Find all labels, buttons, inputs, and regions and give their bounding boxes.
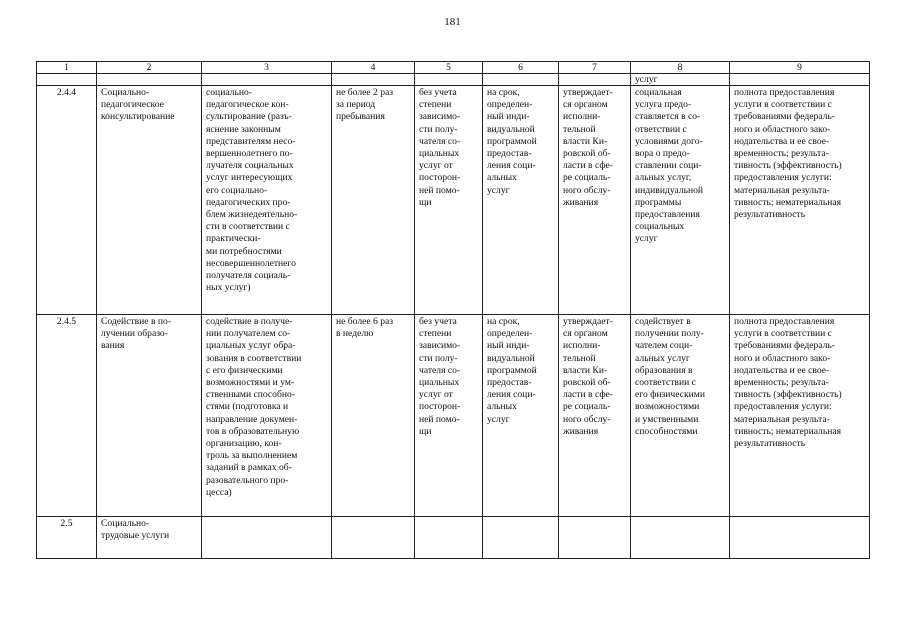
- cell-line: услуги в соответствии с: [734, 99, 832, 111]
- table-cell: [559, 74, 631, 86]
- service-name-cell: [97, 315, 202, 517]
- cell-line: сультирование (разъ-: [206, 111, 292, 123]
- cell-line: заданий в рамках об-: [206, 462, 292, 474]
- cell-line: зависимо-: [419, 111, 461, 123]
- cell-line: не более 6 раз: [336, 316, 394, 327]
- cell-line: услуг интересующих: [206, 172, 293, 184]
- cell-line: ми потребностями: [206, 245, 282, 257]
- cell-line: организацию, кон-: [206, 438, 282, 450]
- cell-line: 2.4.5: [56, 316, 77, 327]
- column-header: 4: [332, 62, 415, 74]
- column-number-row: [37, 62, 870, 74]
- cell-line: ровской об-: [563, 377, 611, 389]
- cell-line: в неделю: [336, 328, 374, 340]
- service-conditions-cell: [631, 315, 730, 517]
- cell-line: условиями дого-: [635, 135, 703, 147]
- cell-line: пребывания: [336, 111, 385, 123]
- service-description-cell: [202, 86, 332, 315]
- cell-line: власти Ки-: [563, 135, 608, 147]
- cell-line: ного и областного зако-: [734, 123, 831, 135]
- cell-line: получении полу-: [635, 328, 704, 340]
- cell-line: на срок,: [487, 316, 520, 327]
- cell-line: не более 2 раз: [336, 87, 394, 98]
- cell-line: блем жизнедеятельно-: [206, 209, 298, 221]
- cell-line: определен-: [487, 99, 533, 111]
- cell-line: получателя социаль-: [206, 270, 291, 282]
- cell-line: зования в соответствии: [206, 352, 302, 364]
- cell-line: утверждает-: [563, 316, 613, 327]
- cell-line: услуг: [487, 184, 510, 196]
- cell-line: временность; результа-: [734, 148, 829, 160]
- quality-indicators-cell: [730, 315, 870, 517]
- cell-line: цесса): [206, 486, 232, 498]
- item-number-cell: [37, 86, 97, 315]
- cell-line: яснение законным: [206, 123, 281, 135]
- cell-line: его социально-: [206, 184, 268, 196]
- cell-line: ставляется в со-: [635, 111, 701, 123]
- cell-line: результативность: [734, 438, 806, 450]
- cell-line: практически-: [206, 233, 261, 245]
- column-header: 9: [730, 62, 870, 74]
- table-cell: [483, 74, 559, 86]
- cell-line: нии получателем со-: [206, 328, 291, 340]
- cell-line: тельной: [563, 123, 596, 135]
- cell-line: предостав-: [487, 148, 532, 160]
- cell-line: ласти в сфе-: [563, 389, 614, 401]
- cell-line: степени: [419, 99, 452, 111]
- cell-line: альных: [487, 401, 517, 413]
- table-row: [37, 86, 870, 315]
- cell-line: исполни-: [563, 340, 601, 352]
- cell-line: консультирование: [101, 111, 175, 123]
- cell-line: посторон-: [419, 172, 461, 184]
- cell-line: нодательства и ее свое-: [734, 364, 830, 376]
- cell-line: вершеннолетнего по-: [206, 148, 293, 160]
- cell-line: с его физическими: [206, 364, 283, 376]
- cell-line: программы: [635, 196, 682, 208]
- service-rows: [37, 86, 870, 559]
- cell-line: тивность (эффективность): [734, 389, 842, 401]
- service-volume-cell: [332, 517, 415, 559]
- cell-line: ственными способно-: [206, 389, 295, 401]
- cell-line: чателем соци-: [635, 340, 693, 352]
- cell-line: чателя со-: [419, 135, 461, 147]
- cell-line: полнота предоставления: [734, 316, 835, 327]
- cell-line: вора о предо-: [635, 148, 690, 160]
- column-header: 2: [97, 62, 202, 74]
- cell-line: услуг от: [419, 160, 453, 172]
- cell-line: предоставления: [635, 209, 700, 221]
- dependency-condition-cell: [415, 315, 483, 517]
- cell-line: Содействие в по-: [101, 316, 172, 327]
- table-row: [37, 315, 870, 517]
- service-name-cell: [97, 86, 202, 315]
- cell-line: программой: [487, 135, 537, 147]
- service-term-cell: [483, 315, 559, 517]
- cell-line: предоставления услуги:: [734, 401, 832, 413]
- cell-line: ного обслу-: [563, 184, 611, 196]
- cell-line: лучателя социальных: [206, 160, 294, 172]
- item-number-cell: [37, 517, 97, 559]
- cell-line: представителям несо-: [206, 135, 296, 147]
- table-cell: [37, 74, 97, 86]
- cell-line: исполни-: [563, 111, 601, 123]
- cell-line: полнота предоставления: [734, 87, 835, 98]
- cell-line: ный инди-: [487, 111, 530, 123]
- cell-line: возможностями и ум-: [206, 377, 295, 389]
- cell-line: требованиями федераль-: [734, 340, 835, 352]
- quality-indicators-cell: [730, 517, 870, 559]
- cell-line: материальная результа-: [734, 413, 830, 425]
- cell-line: власти Ки-: [563, 364, 608, 376]
- table-cell: [415, 74, 483, 86]
- cell-line: тивность; нематериальная: [734, 196, 842, 208]
- cell-line: альных услуг,: [635, 172, 692, 184]
- cell-line: посторон-: [419, 401, 461, 413]
- cell-line: чателя со-: [419, 364, 461, 376]
- cell-line: ровской об-: [563, 148, 611, 160]
- cell-line: временность; результа-: [734, 377, 829, 389]
- cell-line: ления соци-: [487, 160, 536, 172]
- cell-line: стями (подготовка и: [206, 401, 289, 413]
- cell-line: тов в образовательную: [206, 425, 300, 437]
- table-cell: [332, 74, 415, 86]
- service-conditions-cell: [631, 517, 730, 559]
- cell-line: лучении образо-: [101, 328, 168, 340]
- cell-line: альных: [487, 172, 517, 184]
- cell-line: ней помо-: [419, 413, 460, 425]
- cell-line: социально-: [206, 87, 252, 98]
- cell-line: альных услуг: [635, 352, 690, 364]
- cell-line: услуг: [635, 233, 658, 245]
- cell-line: ответствии с: [635, 123, 687, 135]
- cell-line: способностями: [635, 425, 698, 437]
- table-cell: [730, 74, 870, 86]
- page-number: 181: [444, 16, 461, 28]
- service-description-cell: [202, 315, 332, 517]
- cell-line: без учета: [419, 316, 457, 327]
- cell-line: разовательного про-: [206, 474, 289, 486]
- cell-line: на срок,: [487, 87, 520, 98]
- cell-line: образования в: [635, 364, 693, 376]
- cell-line: педагогическое кон-: [206, 99, 289, 111]
- cell-line: троль за выполнением: [206, 450, 298, 462]
- cell-line: степени: [419, 328, 452, 340]
- cell-line: за период: [336, 99, 376, 111]
- tariff-authority-cell: [559, 86, 631, 315]
- cell-line: материальная результа-: [734, 184, 830, 196]
- cell-line: результативность: [734, 209, 806, 221]
- cell-line: видуальной: [487, 123, 535, 135]
- cell-line: содействует в: [635, 316, 691, 327]
- cell-line: программой: [487, 364, 537, 376]
- column-header: 6: [483, 62, 559, 74]
- service-name-cell: [97, 517, 202, 559]
- continuation-row: [37, 74, 870, 86]
- cell-line: циальных: [419, 148, 460, 160]
- cell-line: живания: [563, 425, 599, 437]
- cell-line: ся органом: [563, 99, 608, 111]
- service-volume-cell: [332, 315, 415, 517]
- cell-line: 2.4.4: [56, 87, 77, 98]
- service-term-cell: [483, 517, 559, 559]
- cell-line: сти полу-: [419, 352, 458, 364]
- cell-line: услуги в соответствии с: [734, 328, 832, 340]
- cell-line: щи: [419, 196, 432, 208]
- cell-line: ного обслу-: [563, 413, 611, 425]
- cell-line: его физическими: [635, 389, 706, 401]
- column-header: 7: [559, 62, 631, 74]
- cell-line: ласти в сфе-: [563, 160, 614, 172]
- cell-line: ления соци-: [487, 389, 536, 401]
- cell-line: сти полу-: [419, 123, 458, 135]
- cell-line: педагогическое: [101, 99, 164, 111]
- column-header: 8: [631, 62, 730, 74]
- service-volume-cell: [332, 86, 415, 315]
- tariff-authority-cell: [559, 517, 631, 559]
- service-description-cell: [202, 517, 332, 559]
- cell-line: 2.5: [60, 518, 73, 529]
- tariff-authority-cell: [559, 315, 631, 517]
- cell-line: ней помо-: [419, 184, 460, 196]
- cell-line: живания: [563, 196, 599, 208]
- cell-line: направление докумен-: [206, 413, 298, 425]
- column-header: 3: [202, 62, 332, 74]
- cell-line: предостав-: [487, 377, 532, 389]
- table-cell: [97, 74, 202, 86]
- cell-line: сти в соответствии с: [206, 221, 290, 233]
- cell-line: педагогических про-: [206, 196, 291, 208]
- cell-line: щи: [419, 425, 432, 437]
- cell-line: возможностями: [635, 401, 700, 413]
- cell-line: ставлении соци-: [635, 160, 702, 172]
- quality-indicators-cell: [730, 86, 870, 315]
- cell-line: Социально-: [101, 518, 150, 529]
- cell-line: нодательства и ее свое-: [734, 135, 830, 147]
- cell-line: требованиями федераль-: [734, 111, 835, 123]
- cell-line: циальных: [419, 377, 460, 389]
- cell-line: и умственными: [635, 413, 699, 425]
- cell-line: индивидуальной: [635, 184, 704, 196]
- cell-line: тивность (эффективность): [734, 160, 842, 172]
- cell-line: Социально-: [101, 87, 150, 98]
- cell-line: зависимо-: [419, 340, 461, 352]
- table-cell: услуг: [631, 74, 730, 86]
- cell-line: содействие в получе-: [206, 316, 293, 327]
- service-term-cell: [483, 86, 559, 315]
- cell-line: услуга предо-: [635, 99, 692, 111]
- cell-line: соответствии с: [635, 377, 696, 389]
- cell-line: предоставления услуги:: [734, 172, 832, 184]
- cell-line: ся органом: [563, 328, 608, 340]
- cell-line: ный инди-: [487, 340, 530, 352]
- table-row: [37, 517, 870, 559]
- cell-line: утверждает-: [563, 87, 613, 98]
- cell-line: социальная: [635, 87, 682, 98]
- dependency-condition-cell: [415, 517, 483, 559]
- cell-line: социальных: [635, 221, 685, 233]
- service-conditions-cell: [631, 86, 730, 315]
- cell-line: ре социаль-: [563, 401, 611, 413]
- cell-line: несовершеннолетнего: [206, 257, 296, 269]
- cell-line: трудовые услуги: [101, 530, 170, 542]
- cell-line: услуг от: [419, 389, 453, 401]
- cell-line: ного и областного зако-: [734, 352, 831, 364]
- cell-line: циальных услуг обра-: [206, 340, 296, 352]
- services-table: [36, 61, 870, 559]
- cell-line: услуг: [487, 413, 510, 425]
- table-cell: [202, 74, 332, 86]
- column-header: 1: [37, 62, 97, 74]
- cell-line: без учета: [419, 87, 457, 98]
- cell-line: вания: [101, 340, 125, 352]
- dependency-condition-cell: [415, 86, 483, 315]
- cell-line: видуальной: [487, 352, 535, 364]
- cell-line: ре социаль-: [563, 172, 611, 184]
- cell-line: определен-: [487, 328, 533, 340]
- cell-line: ных услуг): [206, 282, 251, 294]
- item-number-cell: [37, 315, 97, 517]
- column-header: 5: [415, 62, 483, 74]
- cell-line: тельной: [563, 352, 596, 364]
- cell-line: тивность; нематериальная: [734, 425, 842, 437]
